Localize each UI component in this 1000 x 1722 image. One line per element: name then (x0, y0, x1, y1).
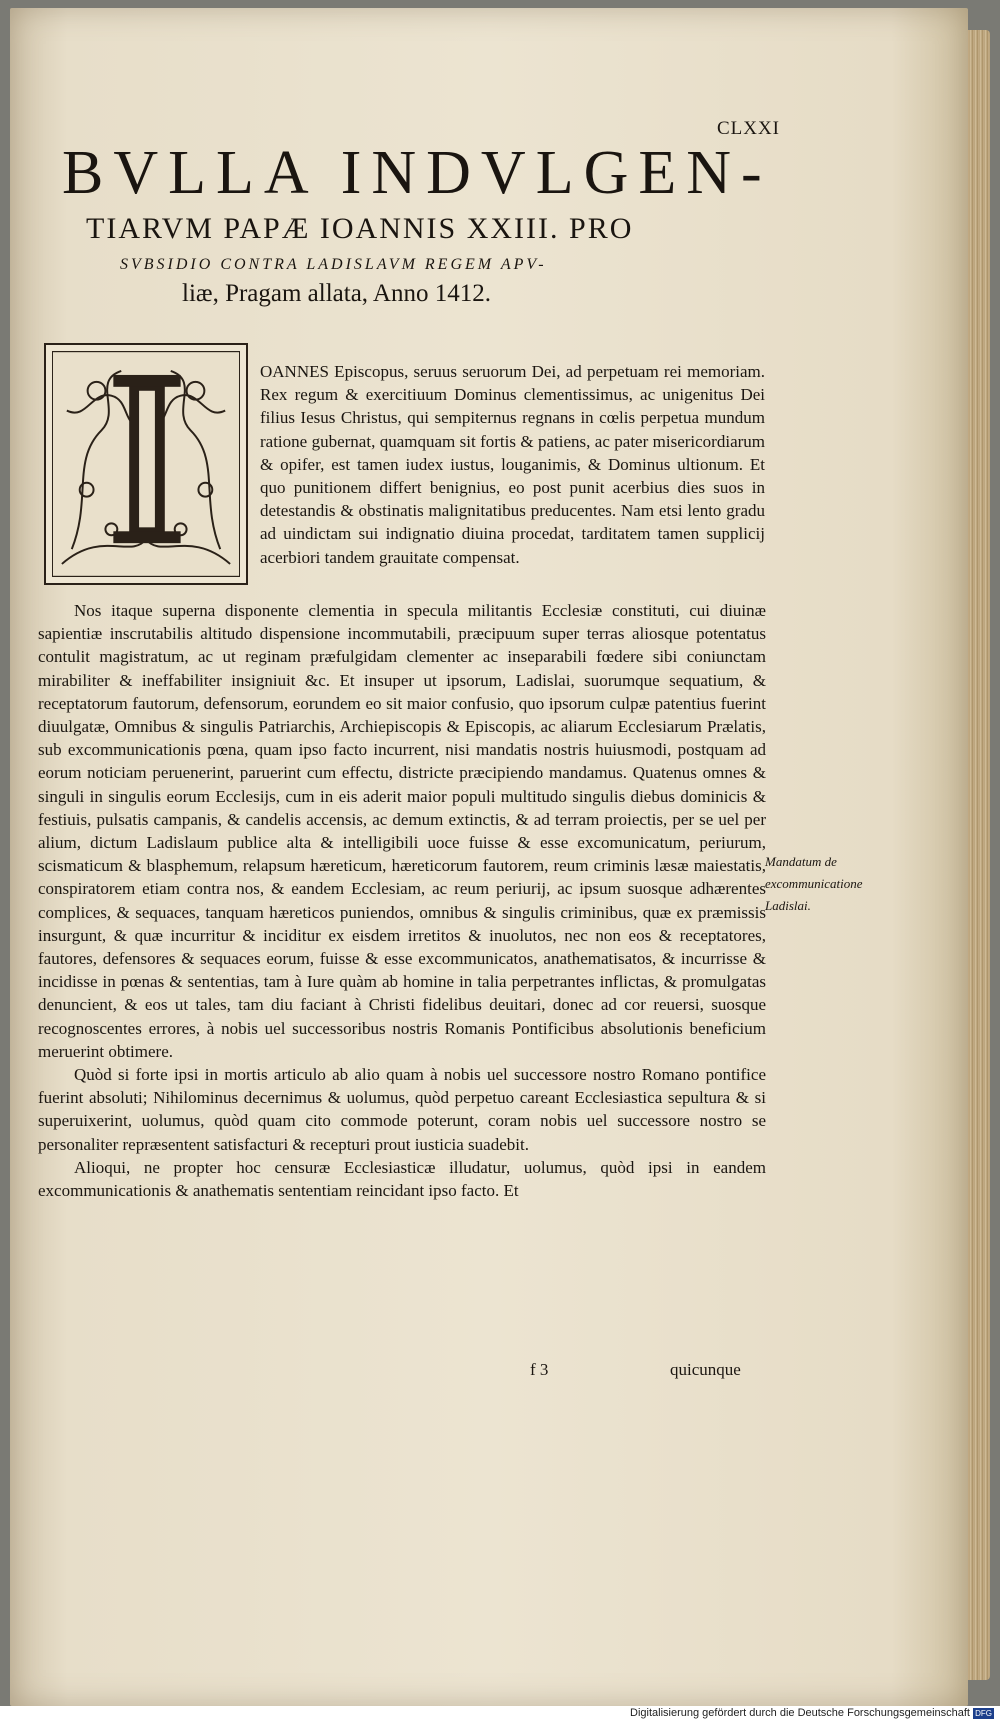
paragraph-3: Alioqui, ne propter hoc censuræ Ecclesiasticæ illudatur, uolumus, quòd ipsi in eandem excommunicationis & anathematis sententiam reincidant ipso facto. Et (38, 1157, 766, 1201)
folio-number: CLXXI (716, 118, 780, 139)
marginal-note: Mandatum de excommunicatione Ladislai. (765, 854, 863, 913)
title-line-4: liæ, Pragam allata, Anno 1412. (182, 280, 491, 307)
paragraph-1: Nos itaque superna disponente clementia in specula militantis Ecclesiæ constituti, cui diuinæ sapientiæ inscrutabilis altitudo dispensione incommutabili, præcipuum super terras aliosque potentatus contulit magistratum, ac ut reginam præfulgidam clementer ac inseparabili fœdere sibi coniunctam mirabiliter & ineffabiliter insigniuit &c. Et insuper ut ipsorum, Ladislai, suorumque sequatium, & receptatorum fautorum, defensorum, eorundem eo sit maior confusio, quo ipsorum culpæ patentius fuerint diuulgatæ, Omnibus & singulis Patriarchis, Archiepiscopis & Episcopis, ac aliarum Ecclesiarum Prælatis, sub excommunicationis pœna, quam ipso facto incurrent, nisi mandatis nostris huiusmodi, postquam ad eorum noticiam peruenerint, paruerint cum effectu, districte præcipiendo mandamus. Quatenus omnes & singuli in singulis eorum Ecclesijs, cum in eis aderit maior populi multitudo singulis diebus dominicis & festiuis, pulsatis campanis, & candelis accensis, ac demum extinctis, & ad terram proiectis, per se uel per alium, dictum Ladislaum publice alta & intelligibili uoce fuisse & esse excomunicatum, periurum, scismaticum & blasphemum, relapsum hæreticum, hæreticorum fautorem, reum criminis læsæ maiestatis, conspiratorem etiam contra nos, & eandem Ecclesiam, ac reum periurij, ac ipsum suosque adhærentes complices, & sequaces, tanquam hæreticos puniendos, omnibus & singulis criminibus, quæ ex præmissis insurgunt, & quæ incurritur & inciditur ex eisdem irretitos & inuolutos, nec non eos & receptatores, fautores, defensores & sequaces eorum, fuisse & esse excommunicatos, anathematisatos, & incurrisse & incidisse in pœnas & sententias, tam à Iure quàm ab homine in talia perpetrantes inflictas, & promulgatas denuncient, & eos ut tales, tam diu faciant à Christi fidelibus deuitari, donec ad cor reuersi, suosque recognoscentes errores, à nobis uel successoribus nostris Romanis Pontificibus absolutionis beneficium meruerint obtimere. (38, 601, 766, 1061)
signature-mark: f 3 (530, 1360, 549, 1379)
opening-paragraph (260, 360, 765, 569)
main-text (38, 599, 766, 1202)
ornamental-initial-icon (52, 351, 240, 577)
footer-credit: Digitalisierung gefördert durch die Deutsche Forschungsgemeinschaft (630, 1707, 970, 1719)
paragraph-2: Quòd si forte ipsi in mortis articulo ab alio quam à nobis uel successore nostro Romano pontifice fuerint absoluti; Nihilominus decernimus & uolumus, quòd perpetuo careant Ecclesiastica sepultura & si superuixerint, uolumus, quòd quam cito commode poterunt, coram nobis uel successore nostro se personaliter repræsentent satisfacturi & recepturi prout iusticia suadebit. (38, 1065, 766, 1154)
dfg-logo-icon: DFG (975, 1709, 992, 1718)
catchword: quicunque (670, 1360, 741, 1379)
opening-paragraph-text: OANNES Episcopus, seruus seruorum Dei, ad perpetuam rei memoriam. Rex regum & exercitiuum Dominus clementissimus, ac unigenitus Dei filius Iesus Christus, qui sempiternus regnans in cœlis perpetua mundum ratione gubernat, quamquam sit fortis & patiens, ac pater misericordiarum & opifer, est tamen iudex iustus, louganimis, & Dominus ultionum. Et quo punitionem differt benignius, eo post punit acerbius dies suos in detestandis & obstinatis malignitatibus preducentes. Nam etsi lento gradu ad uindictam sui indignatio diuina procedat, tarditatem tamen supplicij acerbiori tandem grauitate compensat. (260, 362, 765, 567)
digitization-footer (0, 1706, 1000, 1722)
title-line-2: TIARVM PAPÆ IOANNIS XXIII. PRO (86, 212, 634, 245)
decorated-initial (44, 343, 248, 585)
title-line-1: BVLLA INDVLGEN- (62, 139, 772, 207)
title-line-3: SVBSIDIO CONTRA LADISLAVM REGEM APV- (120, 256, 547, 273)
